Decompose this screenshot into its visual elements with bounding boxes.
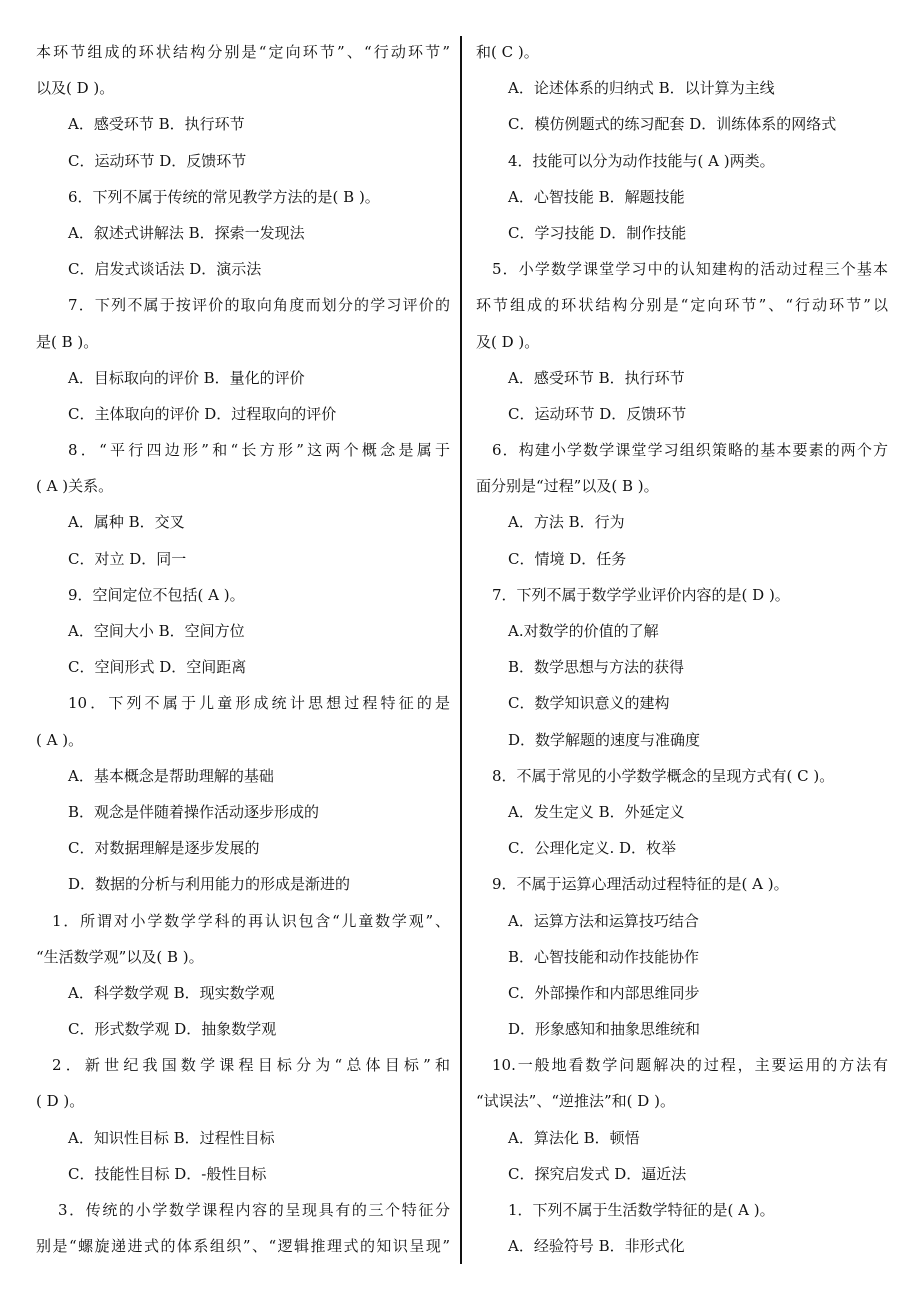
text-line: 8．不属于常见的小学数学概念的呈现方式有( C )。: [492, 766, 835, 785]
text-line: C．对立 D．同一: [68, 549, 187, 568]
text-line: C．模仿例题式的练习配套 D．训练体系的网络式: [508, 115, 837, 134]
text-line: 5．小学数学课堂学习中的认知建构的活动过程三个基本: [492, 260, 888, 279]
text-line: A．基本概念是帮助理解的基础: [68, 766, 274, 785]
text-line: C．启发式谈话法 D．演示法: [68, 260, 262, 279]
text-line: 1．所谓对小学数学学科的再认识包含“儿童数学观”、: [52, 911, 450, 930]
text-line: “试误法”、“逆推法”和( D )。: [476, 1092, 675, 1111]
text-line: A．经验符号 B．非形式化: [508, 1237, 685, 1256]
text-line: A．叙述式讲解法 B．探索一发现法: [68, 223, 305, 242]
text-line: 是( B )。: [36, 332, 99, 351]
text-line: A.对数学的价值的了解: [508, 622, 659, 640]
text-line: C．主体取向的评价 D．过程取向的评价: [68, 404, 337, 423]
text-line: D．形象感知和抽象思维统和: [508, 1020, 701, 1039]
text-line: A．科学数学观 B．现实数学观: [68, 983, 275, 1002]
text-line: 本环节组成的环状结构分别是“定向环节”、“行动环节”: [36, 43, 450, 61]
text-line: 9．不属于运算心理活动过程特征的是( A )。: [492, 875, 789, 894]
text-line: A．论述体系的归纳式 B．以计算为主线: [508, 79, 775, 98]
text-line: C．对数据理解是逐步发展的: [68, 839, 260, 858]
text-line: 面分别是“过程”以及( B )。: [476, 477, 659, 496]
text-line: B．观念是伴随着操作活动逐步形成的: [68, 802, 320, 821]
text-line: C．情境 D．任务: [508, 549, 627, 568]
text-line: 1．下列不属于生活数学特征的是( A )。: [508, 1201, 775, 1219]
text-line: C．空间形式 D．空间距离: [68, 658, 247, 677]
text-line: C．探究启发式 D．逼近法: [508, 1164, 687, 1183]
text-line: A．运算方法和运算技巧结合: [508, 911, 699, 930]
text-line: C．数学知识意义的建构: [508, 694, 670, 713]
text-line: 3．传统的小学数学课程内容的呈现具有的三个特征分: [58, 1201, 450, 1219]
text-line: C．运动环节 D．反馈环节: [68, 151, 247, 170]
text-line: 6．构建小学数学课堂学习组织策略的基本要素的两个方: [492, 441, 888, 460]
text-line: “生活数学观”以及( B )。: [36, 947, 204, 966]
text-line: D．数据的分析与利用能力的形成是渐进的: [68, 875, 351, 894]
text-line: 8．“平行四边形”和“长方形”这两个概念是属于: [68, 441, 450, 460]
text-line: A．发生定义 B．外延定义: [508, 802, 685, 821]
text-line: C．运动环节 D．反馈环节: [508, 404, 687, 423]
text-line: 及( D )。: [476, 332, 540, 351]
left-column: [36, 34, 450, 1264]
text-line: A．知识性目标 B．过程性目标: [68, 1128, 275, 1147]
text-line: 10．下列不属于儿童形成统计思想过程特征的是: [68, 694, 450, 713]
text-line: ( D )。: [36, 1092, 85, 1111]
text-line: B．数学思想与方法的获得: [508, 658, 685, 677]
text-line: A．感受环节 B．执行环节: [508, 368, 685, 387]
text-line: D．数学解题的速度与准确度: [508, 730, 701, 749]
text-line: 环节组成的环状结构分别是“定向环节”、“行动环节”以: [476, 296, 888, 315]
text-line: A．空间大小 B．空间方位: [68, 622, 245, 640]
text-line: 别是“螺旋递进式的体系组织”、“逻辑推理式的知识呈现”: [36, 1237, 450, 1256]
column-divider: [460, 36, 462, 1264]
text-line: A．方法 B．行为: [508, 513, 625, 532]
text-line: A．感受环节 B．执行环节: [68, 115, 245, 134]
text-line: 7．下列不属于数学学业评价内容的是( D )。: [492, 585, 790, 604]
text-line: ( A )关系。: [36, 477, 114, 496]
text-line: C．公理化定义. D．枚举: [508, 839, 677, 858]
text-line: 6．下列不属于传统的常见教学方法的是( B )。: [68, 187, 380, 206]
text-line: C．外部操作和内部思维同步: [508, 983, 700, 1002]
text-line: A．目标取向的评价 B．量化的评价: [68, 368, 305, 387]
text-line: 以及( D )。: [36, 79, 115, 98]
text-line: 2．新世纪我国数学课程目标分为“总体目标”和: [52, 1056, 450, 1075]
right-column: [476, 34, 888, 1264]
text-line: C．技能性目标 D．-般性目标: [68, 1164, 267, 1183]
text-line: 和( C )。: [476, 43, 539, 61]
text-line: 4．技能可以分为动作技能与( A )两类。: [508, 151, 775, 170]
text-line: 9．空间定位不包括( A )。: [68, 585, 245, 604]
text-line: A．心智技能 B．解题技能: [508, 187, 685, 206]
text-line: C．形式数学观 D．抽象数学观: [68, 1020, 277, 1039]
text-line: B．心智技能和动作技能协作: [508, 947, 700, 966]
text-line: 10.一般地看数学问题解决的过程，主要运用的方法有: [492, 1056, 888, 1075]
text-line: 7．下列不属于按评价的取向角度而划分的学习评价的: [68, 296, 450, 315]
text-line: A．算法化 B．顿悟: [508, 1128, 640, 1147]
text-line: C．学习技能 D．制作技能: [508, 223, 687, 242]
text-line: ( A )。: [36, 730, 84, 749]
text-line: A．属种 B．交叉: [68, 513, 185, 532]
